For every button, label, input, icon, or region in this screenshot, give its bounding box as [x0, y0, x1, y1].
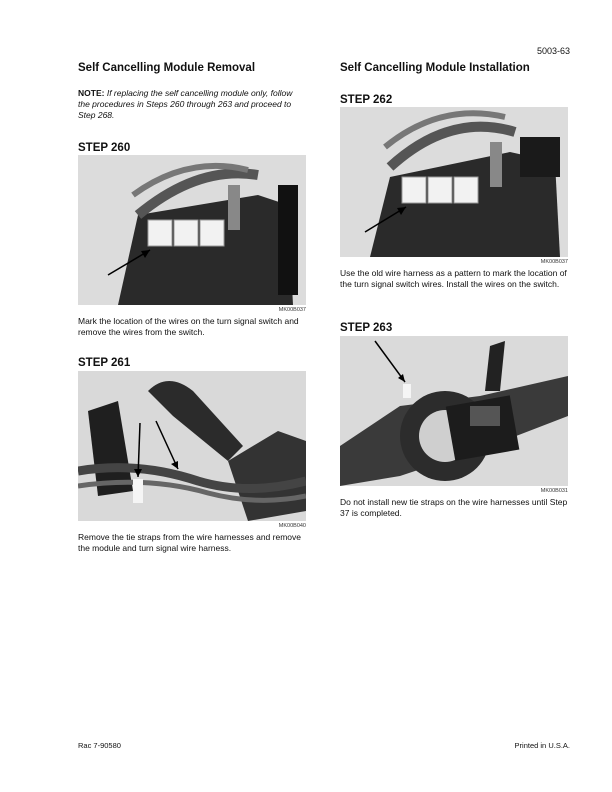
- note-text: If replacing the self cancelling module only, follow the procedures in Steps 260 through 263 and proceed to Step 268.: [78, 88, 293, 120]
- removal-heading: Self Cancelling Module Removal: [78, 62, 256, 74]
- step-261-photo: [78, 371, 306, 521]
- step-260-text: Mark the location of the wires on the turn signal switch and remove the wires from the switch.: [78, 316, 299, 337]
- step-261-title: STEP 261: [78, 357, 131, 369]
- step-261-ref: MK00B040: [278, 523, 306, 529]
- step-262-ref: MK00B037: [540, 259, 568, 265]
- step-262-text: Use the old wire harness as a pattern to mark the location of the turn signal switch wires. Install the wires on the switch.: [340, 268, 567, 289]
- step-262-photo: [340, 107, 568, 257]
- removal-note: [78, 88, 306, 121]
- step-263-ref: MK00B031: [540, 488, 568, 494]
- step-260-photo: [78, 155, 306, 305]
- note-label: NOTE:: [78, 88, 105, 98]
- step-263-text: Do not install new tie straps on the wire harnesses until Step 37 is completed.: [340, 497, 568, 518]
- step-260-title: STEP 260: [78, 142, 131, 154]
- step-263-title: STEP 263: [340, 322, 393, 334]
- footer-printed: Printed in U.S.A.: [514, 741, 570, 750]
- step-261-text: Remove the tie straps from the wire harnesses and remove the module and turn signal wire harness.: [78, 532, 301, 553]
- installation-heading: Self Cancelling Module Installation: [340, 62, 530, 74]
- footer-doc-number: Rac 7-90580: [78, 741, 121, 750]
- page-number: 5003-63: [536, 46, 570, 56]
- step-262-title: STEP 262: [340, 94, 393, 106]
- step-263-photo: [340, 336, 568, 486]
- step-260-ref: MK00B037: [278, 307, 306, 313]
